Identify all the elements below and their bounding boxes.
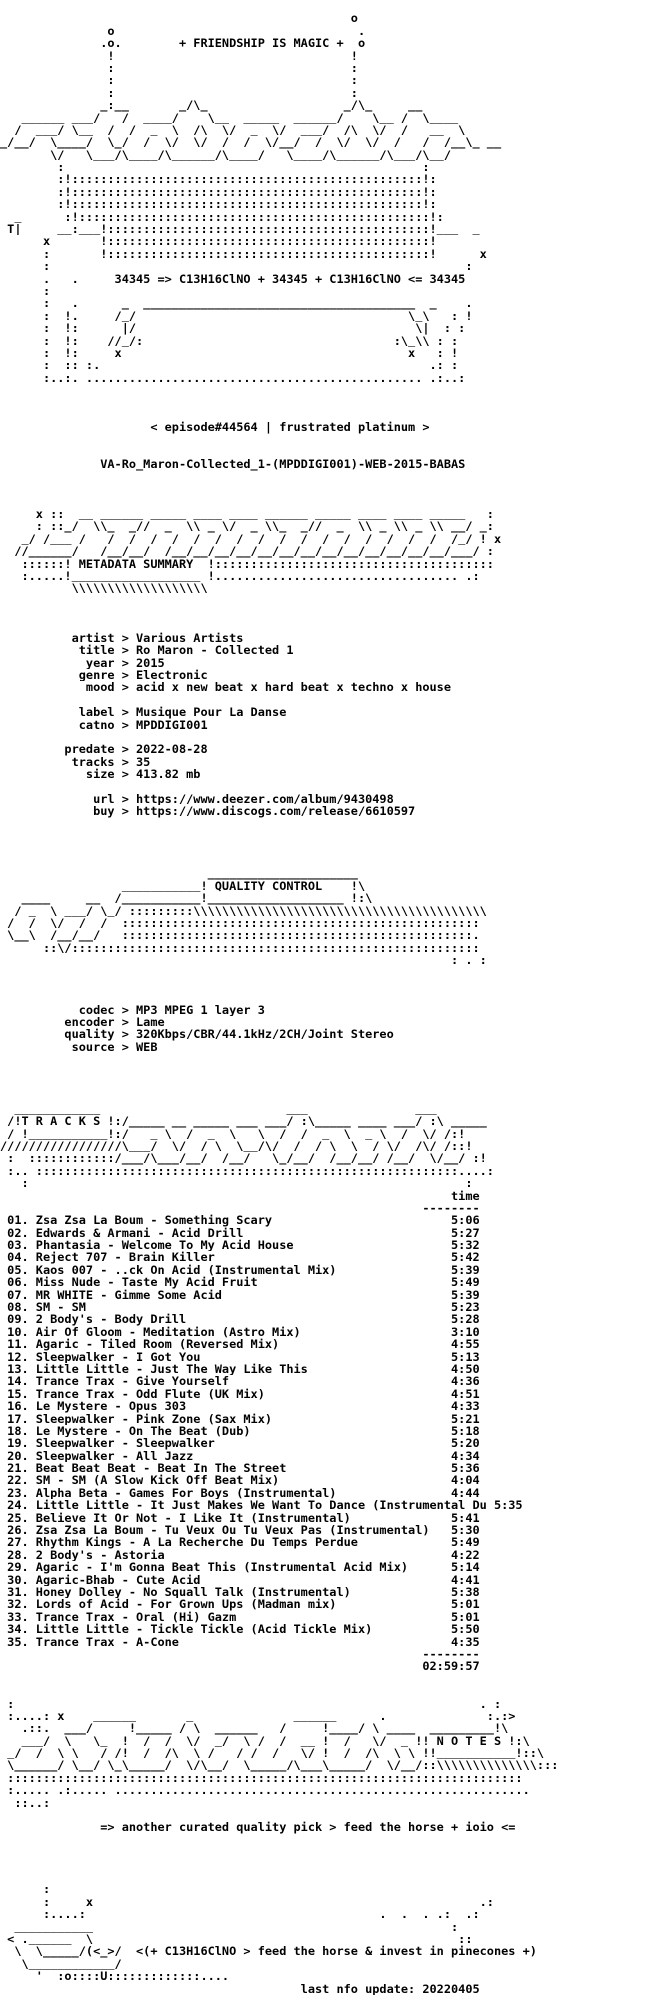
nfo-line: 12. Sleepwalker - I Got You 5:13: [0, 1350, 480, 1363]
nfo-line: :....: x ______ _ ______ . :.:>: [0, 1709, 516, 1723]
nfo-line: _:__ _/\_ _/\_ __: [0, 99, 423, 112]
nfo-line: o: [0, 12, 358, 25]
nfo-line: : !. /_/ \_\ : !: [0, 309, 473, 323]
nfo-line: [0, 1846, 648, 1858]
nfo-line: [0, 694, 648, 706]
nfo-line: [0, 781, 648, 793]
nfo-line: 21. Beat Beat Beat - Beat In The Street 5:36: [0, 1462, 480, 1475]
nfo-line: [0, 483, 648, 495]
nfo-line: x !:::::::::::::::::::::::::::::::::::::::::::::!: [0, 235, 437, 248]
nfo-line: [0, 607, 648, 619]
nfo-line: : :: [0, 161, 430, 174]
nfo-line: 01. Zsa Zsa La Boum - Something Scary 5:06: [0, 1214, 480, 1227]
nfo-line: --------: [0, 1647, 480, 1661]
nfo-line: : :: [0, 260, 473, 273]
nfo-line: :!:::::::::::::::::::::::::::::::::::::::::::::::::!:: [0, 198, 437, 211]
nfo-line: 05. Kaos 007 - ..ck On Acid (Instrumental Mix) 5:39: [0, 1263, 480, 1277]
nfo-line: \______/ \__/ \_\_____/ \/\__/ \_____/\___\_____/ \/__/::\\\\\\\\\\\\\\:::: [0, 1759, 559, 1772]
nfo-line: 34. Little Little - Tickle Tickle (Acid Tickle Mix) 5:50: [0, 1623, 480, 1636]
nfo-line: [0, 855, 648, 867]
nfo-line: [0, 0, 648, 12]
nfo-line: 11. Agaric - Tiled Room (Reversed Mix) 4:55: [0, 1338, 480, 1351]
nfo-line: 02:59:57: [0, 1660, 480, 1673]
nfo-line: .::. ___/ !_____ / \ ______ / !____/ \ ____ _________!\: [0, 1722, 509, 1735]
nfo-line: 17. Sleepwalker - Pink Zone (Sax Mix) 5:21: [0, 1412, 480, 1425]
nfo-line: encoder > Lame: [0, 1016, 165, 1029]
nfo-line: : . _ ______________________________________ _ .: [0, 297, 473, 310]
nfo-line: : :: [0, 61, 358, 75]
nfo-line: => another curated quality pick > feed the horse + ioio <=: [0, 1821, 516, 1834]
nfo-line: artist > Various Artists: [0, 631, 244, 645]
nfo-line: 16. Le Mystere - Opus 303 4:33: [0, 1400, 480, 1413]
nfo-line: [0, 731, 648, 743]
nfo-line: [0, 1685, 648, 1697]
nfo-line: buy > https://www.discogs.com/release/6610597: [0, 805, 416, 818]
nfo-line: \__\ /__/__/ :::::::::::::::::::::::::::::::::::::::::::::::::.: [0, 929, 480, 942]
nfo-line: [0, 1834, 648, 1846]
nfo-line: : . :: [0, 1697, 502, 1710]
nfo-line: ____ __ /___________!___________________ !:\: [0, 892, 373, 905]
nfo-line: [0, 1871, 648, 1883]
nfo-line: _/ / \ \ / /! / /\ \ / / / / \/ ! / /\ \ \ !!___________!::\: [0, 1747, 545, 1760]
nfo-line: : !:::::::::::::::::::::::::::::::::::::::::::::! x: [0, 247, 487, 261]
nfo-line: predate > 2022-08-28: [0, 743, 208, 756]
nfo-line: :.. :::::::::::::::::::::::::::::::::::::::::::::::::::::::::::....:: [0, 1164, 494, 1178]
nfo-line: 10. Air Of Gloom - Meditation (Astro Mix) 3:10: [0, 1325, 480, 1339]
nfo-line: / _ \ ___/ \_/ :::::::::\\\\\\\\\\\\\\\\\\\\\\\\\\\\\\\\\\\\\\\\\: [0, 904, 487, 917]
nfo-line: x :: __ ______ _____ ____ ____ ______ _____ ____ ____ _____ :: [0, 508, 494, 521]
nfo-line: : !: x x : !: [0, 346, 459, 360]
nfo-line: 27. Rhythm Kings - A La Recherche Du Temps Perdue 5:49: [0, 1536, 480, 1549]
nfo-line: .o. + FRIENDSHIP IS MAGIC + o: [0, 37, 366, 50]
nfo-line: mood > acid x new beat x hard beat x techno x house: [0, 681, 452, 694]
nfo-line: : :: [0, 86, 358, 100]
nfo-line: 09. 2 Body's - Body Drill 5:28: [0, 1313, 480, 1326]
nfo-line: . . 34345 => C13H16ClNO + 34345 + C13H16ClNO <= 34345: [0, 272, 466, 285]
nfo-line: :....: . . . .: .:: [0, 1908, 480, 1921]
nfo-line: genre > Electronic: [0, 669, 208, 682]
nfo-line: [0, 1078, 648, 1090]
nfo-line: [0, 830, 648, 842]
nfo-line: VA-Ro_Maron-Collected_1-(MPDDIGI001)-WEB-2015-BABAS: [0, 458, 466, 471]
nfo-line: 28. 2 Body's - Astoria 4:22: [0, 1548, 480, 1562]
nfo-line: [0, 1859, 648, 1871]
nfo-line: T| __:___!:::::::::::::::::::::::::::::::::::::::::::::!___ _: [0, 223, 480, 236]
nfo-line: \/ \___/\____/\______/\____/ \____/\______/\___/\__/: [0, 148, 452, 162]
nfo-line: o .: [0, 24, 366, 38]
nfo-line: ! !: [0, 49, 358, 62]
nfo-line: year > 2015: [0, 656, 165, 670]
nfo-line: :.....!__________________ !.................................. .:: [0, 569, 480, 583]
nfo-line: < .______ \ ::: [0, 1932, 473, 1946]
nfo-line: ::\/:::::::::::::::::::::::::::::::::::::::::::::::::::::::::: [0, 941, 480, 955]
nfo-line: 13. Little Little - Just The Way Like This 4:50: [0, 1362, 480, 1376]
nfo-line: 06. Miss Nude - Taste My Acid Fruit 5:49: [0, 1276, 480, 1289]
nfo-line: 18. Le Mystere - On The Beat (Dub) 5:18: [0, 1424, 480, 1438]
nfo-line: codec > MP3 MPEG 1 layer 3: [0, 1003, 265, 1017]
nfo-line: [0, 843, 648, 855]
nfo-line: : ::::::::::::/___/\___/__/ /__/ \_/__/ /__/__/ /__/ \/__/ :!: [0, 1152, 487, 1165]
nfo-line: ___/ \ \_ ! / / \/ _/ \ / / __ ! / \/ _ !! N O T E S !:\: [0, 1734, 530, 1748]
nfo-line: 22. SM - SM (A Slow Kick Off Beat Mix) 4:04: [0, 1474, 480, 1487]
nfo-line: [0, 595, 648, 607]
nfo-line: time: [0, 1189, 480, 1202]
nfo-line: _____________________: [0, 867, 358, 880]
nfo-line: size > 413.82 mb: [0, 768, 201, 781]
nfo-line: label > Musique Pour La Danse: [0, 706, 287, 719]
nfo-line: 31. Honey Dolley - No Squall Talk (Instrumental) 5:38: [0, 1586, 480, 1599]
nfo-line: title > Ro Maron - Collected 1: [0, 644, 294, 657]
nfo-line: /!T R A C K S !:/_____ __ _____ ___ ___/ :\_____ ____ ___/ :\ _____: [0, 1115, 487, 1128]
nfo-line: 26. Zsa Zsa La Boum - Tu Veux Ou Tu Veux Pas (Instrumental) 5:30: [0, 1524, 480, 1537]
nfo-line: [0, 818, 648, 830]
nfo-line: ' :o::::U:::::::::::::....: [0, 1970, 230, 1983]
nfo-line: ::::::::::::::::::::::::::::::::::::::::::::::::::::::::::::::::::::::::: [0, 1771, 523, 1785]
nfo-line: [0, 471, 648, 483]
nfo-line: [0, 446, 648, 458]
nfo-line: [0, 620, 648, 632]
nfo-line: [0, 1809, 648, 1821]
nfo-line: //______/ /__/__/ /__/__/__/__/__/__/__/__/__/__/__/__/__/___/ :: [0, 545, 494, 558]
nfo-line: [0, 979, 648, 991]
nfo-line: / / \/ / / ::::::::::::::::::::::::::::::::::::::::::::::::::: [0, 916, 480, 930]
nfo-line: tracks > 35: [0, 755, 151, 769]
nfo-line: _/ /___ / / / / / / / / / / / / / / / / / /_/ ! x: [0, 532, 502, 546]
nfo-line: 03. Phantasia - Welcome To My Acid House 5:32: [0, 1239, 480, 1252]
nfo-line: :..... .:..... ..........................................................: [0, 1784, 530, 1797]
nfo-line: [0, 496, 648, 508]
nfo-line: : :: [0, 1177, 473, 1190]
nfo-line: : !: |/ \| : :: [0, 322, 466, 335]
nfo-line: 29. Agaric - I'm Gonna Beat This (Instrumental Acid Mix) 5:14: [0, 1561, 480, 1574]
nfo-line: [0, 434, 648, 446]
nfo-line: [0, 1053, 648, 1065]
nfo-line: last nfo update: 20220405: [0, 1982, 480, 1995]
nfo-line: / !___________!:/ _ \ / _ \ \ / / _ \ _ \ / \/ /:!: [0, 1127, 466, 1140]
nfo-line: ___________ :: [0, 1920, 459, 1933]
nfo-line: catno > MPDDIGI001: [0, 718, 208, 732]
nfo-line: 02. Edwards & Armani - Acid Drill 5:27: [0, 1226, 480, 1240]
nfo-line: url > https://www.deezer.com/album/9430498: [0, 793, 394, 806]
nfo-line: :..:. ............................................... .:..:: [0, 371, 466, 385]
nfo-line: 04. Reject 707 - Brain Killer 5:42: [0, 1251, 480, 1264]
nfo-line: /////////////////\___/ \/ / \ \__/\/ / / \ \ / \/ /\/ /::!: [0, 1139, 473, 1153]
nfo-line: ::..:: [0, 1796, 51, 1810]
nfo-line: 35. Trance Trax - A-Cone 4:35: [0, 1635, 480, 1648]
nfo-line: 25. Believe It Or Not - I Like It (Instrumental) 5:41: [0, 1511, 480, 1525]
nfo-line: : . :: [0, 954, 487, 967]
nfo-line: [0, 966, 648, 978]
nfo-line: \ \_____/(<_>/ <(+ C13H16ClNO > feed the horse & invest in pinecones +): [0, 1945, 537, 1958]
nfo-line: [0, 409, 648, 421]
nfo-line: : !: //_/: :\_\\ : :: [0, 334, 459, 347]
nfo-line: [0, 1066, 648, 1078]
nfo-line: :!:::::::::::::::::::::::::::::::::::::::::::::::::!:: [0, 185, 437, 199]
nfo-line: [0, 991, 648, 1003]
nfo-line: _/__/ \____/ \_/ / \/ \/ / / \/__/ / \/ \/ / / /__\_ __: [0, 136, 502, 149]
nfo-line: 24. Little Little - It Just Makes We Want To Dance (Instrumental Du 5:35: [0, 1499, 523, 1512]
nfo-line: :: [0, 1883, 51, 1896]
nfo-line: source > WEB: [0, 1040, 158, 1054]
nfo-line: 14. Trance Trax - Give Yourself 4:36: [0, 1375, 480, 1388]
nfo-line: : x .:: [0, 1895, 494, 1909]
nfo-line: : ::_/ \\_ _// _ \\ _ \/ _ \\_ _// _ \\ _ \\ _ \\ __/ _:: [0, 520, 494, 533]
nfo-line: --------: [0, 1201, 480, 1215]
nfo-line: _ :!:::::::::::::::::::::::::::::::::::::::::::::::::!:: [0, 210, 444, 224]
nfo-line: 23. Alpha Beta - Games For Boys (Instrumental) 4:44: [0, 1486, 480, 1500]
nfo-line: ::::::! METADATA SUMMARY !:::::::::::::::::::::::::::::::::::::::: [0, 557, 494, 570]
nfo-line: \____________/: [0, 1957, 122, 1971]
nfo-line: / ___/ \__ / / _ \ /\ \/ _ \/ ___/ /\ \/ / __ \: [0, 123, 466, 137]
nfo-line: ___________! QUALITY CONTROL !\: [0, 879, 366, 893]
nfo-line: [0, 384, 648, 396]
nfo-line: 33. Trance Trax - Oral (Hi) Gazm 5:01: [0, 1610, 480, 1624]
nfo-line: [0, 397, 648, 409]
nfo-line: [0, 1673, 648, 1685]
nfo-line: quality > 320Kbps/CBR/44.1kHz/2CH/Joint Stereo: [0, 1028, 394, 1041]
nfo-line: ______ ___/ / ____/ \__ _____ ______/ \__ / \____: [0, 111, 459, 124]
nfo-line: < episode#44564 | frustrated platinum >: [0, 421, 430, 434]
nfo-line: :: [0, 284, 51, 298]
nfo-line: 08. SM - SM 5:23: [0, 1301, 480, 1314]
nfo-line: 20. Sleepwalker - All Jazz 4:34: [0, 1449, 480, 1463]
nfo-line: : :: [0, 74, 358, 87]
nfo-line: ____________ ___ ___: [0, 1102, 437, 1116]
nfo-line: 19. Sleepwalker - Sleepwalker 5:20: [0, 1437, 480, 1450]
nfo-line: : :: :. .: :: [0, 359, 459, 372]
nfo-line: 07. MR WHITE - Gimme Some Acid 5:39: [0, 1288, 480, 1302]
nfo-line: [0, 1090, 648, 1102]
nfo-line: 32. Lords of Acid - For Grown Ups (Madman mix) 5:01: [0, 1598, 480, 1611]
nfo-line: \\\\\\\\\\\\\\\\\\\: [0, 582, 208, 595]
nfo-line: :!:::::::::::::::::::::::::::::::::::::::::::::::::!:: [0, 173, 437, 186]
nfo-line: 15. Trance Trax - Odd Flute (UK Mix) 4:51: [0, 1387, 480, 1401]
nfo-line: 30. Agaric-Bhab - Cute Acid 4:41: [0, 1573, 480, 1586]
